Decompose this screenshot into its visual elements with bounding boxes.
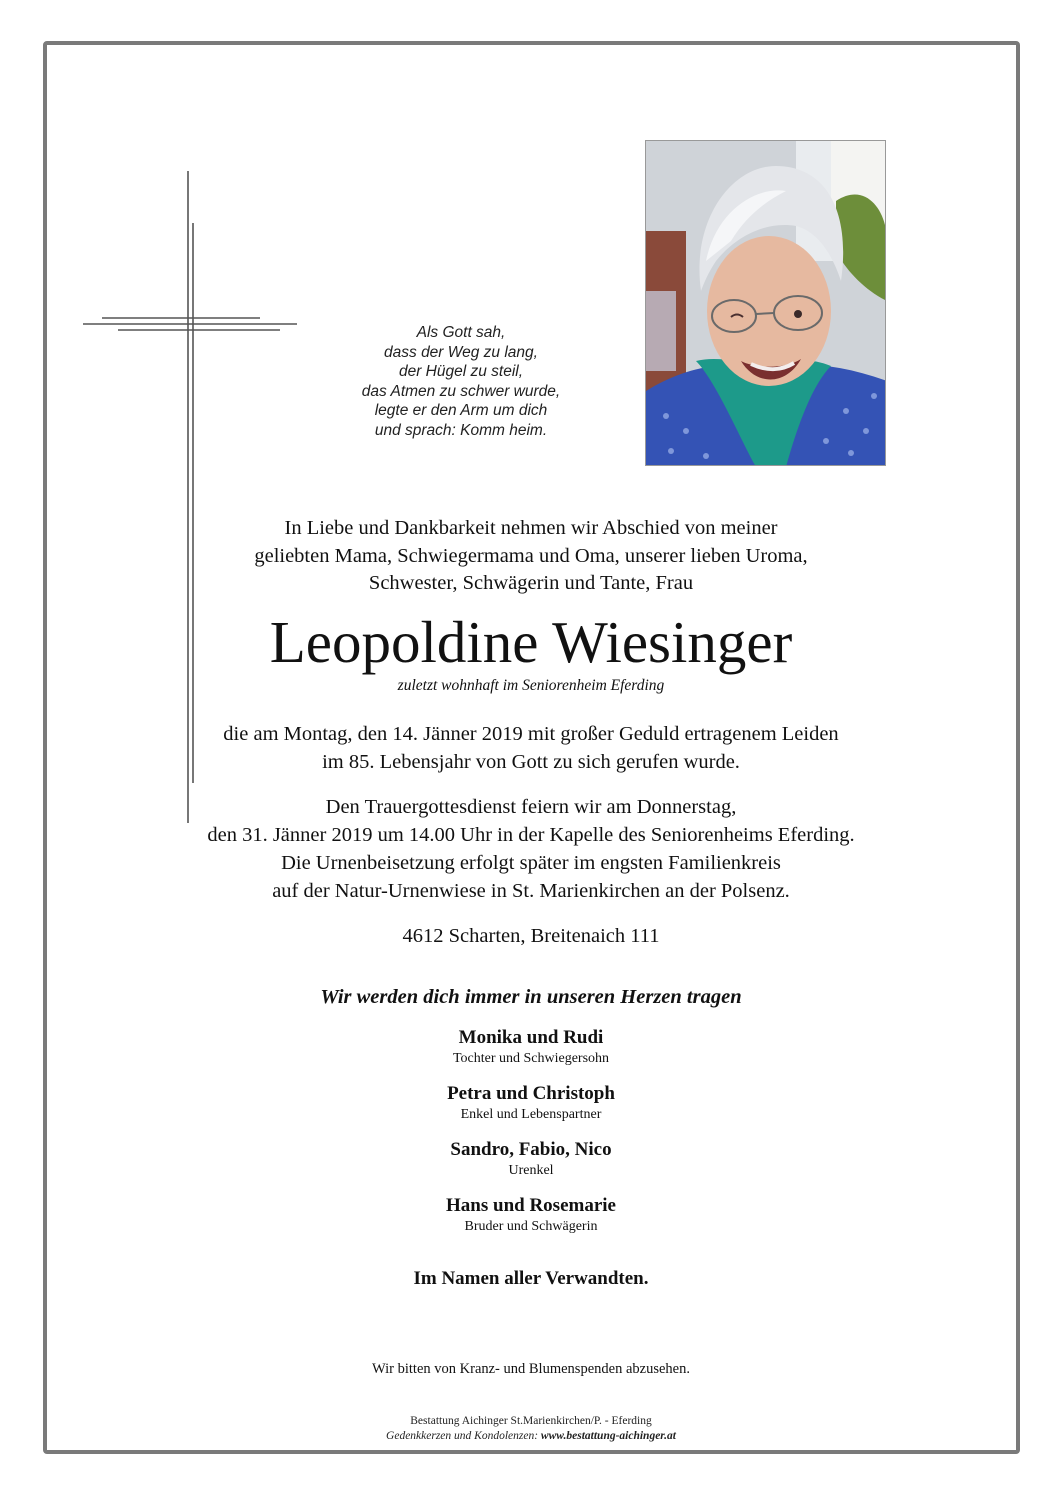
mourner-entry [60, 1194, 1002, 1235]
mourners-list [60, 1026, 1002, 1250]
footer-undertaker: Bestattung Aichinger St.Marienkirchen/P. - Eferding [410, 1415, 652, 1427]
death-line: im 85. Lebensjahr von Gott zu sich gerufen wurde. [322, 750, 740, 773]
deceased-residence: zuletzt wohnhaft im Seniorenheim Eferding [397, 677, 665, 694]
poem-line: dass der Weg zu lang, [384, 343, 538, 361]
death-notice [60, 721, 1002, 776]
burial-line: auf der Natur-Urnenwiese in St. Marienkirchen an der Polsenz. [272, 879, 790, 902]
funeral-service [60, 794, 1002, 849]
mourner-entry [60, 1138, 1002, 1179]
mourner-entry [60, 1082, 1002, 1123]
donation-request: Wir bitten von Kranz- und Blumenspenden abzusehen. [372, 1361, 690, 1377]
mourner-name: Petra und Christoph [447, 1083, 615, 1104]
footer-condolences [60, 1429, 1002, 1444]
deceased-name: Leopoldine Wiesinger [269, 609, 793, 675]
portrait-illustration [646, 141, 886, 466]
portrait-photo [645, 140, 886, 466]
footer-website-link[interactable]: www.bestattung-aichinger.at [540, 1430, 676, 1442]
mourner-entry [60, 1026, 1002, 1067]
poem-line: und sprach: Komm heim. [374, 421, 548, 439]
intro-line: In Liebe und Dankbarkeit nehmen wir Abschied von meiner [284, 517, 778, 539]
burial-info [60, 850, 1002, 905]
mourner-relation: Bruder und Schwägerin [464, 1219, 598, 1234]
mourner-name: Hans und Rosemarie [446, 1195, 616, 1216]
burial-line: Die Urnenbeisetzung erfolgt später im engsten Familienkreis [281, 852, 781, 874]
footer-condolences-label: Gedenkkerzen und Kondolenzen: [386, 1430, 541, 1442]
poem-line: das Atmen zu schwer wurde, [361, 382, 561, 400]
closing-line: Im Namen aller Verwandten. [413, 1268, 649, 1289]
mourner-name: Monika und Rudi [458, 1027, 604, 1048]
family-address: 4612 Scharten, Breitenaich 111 [402, 925, 660, 947]
mourner-relation: Enkel und Lebenspartner [460, 1107, 602, 1122]
poem [330, 323, 592, 440]
poem-line: Als Gott sah, [416, 324, 506, 341]
poem-line: der Hügel zu steil, [398, 363, 524, 380]
intro-line: geliebten Mama, Schwiegermama und Oma, unserer lieben Uroma, [254, 544, 808, 567]
death-line: die am Montag, den 14. Jänner 2019 mit großer Geduld ertragenem Leiden [223, 723, 839, 745]
service-line: den 31. Jänner 2019 um 14.00 Uhr in der Kapelle des Seniorenheims Eferding. [207, 823, 855, 846]
poem-line: legte er den Arm um dich [374, 402, 548, 419]
mourner-relation: Tochter und Schwiegersohn [452, 1051, 610, 1066]
mourner-name: Sandro, Fabio, Nico [450, 1139, 612, 1160]
motto: Wir werden dich immer in unseren Herzen tragen [320, 986, 742, 1008]
service-line: Den Trauergottesdienst feiern wir am Donnerstag, [325, 796, 737, 818]
mourner-relation: Urenkel [508, 1163, 554, 1178]
intro-line: Schwester, Schwägerin und Tante, Frau [368, 572, 694, 594]
intro-text [60, 515, 1002, 598]
footer [60, 1414, 1002, 1444]
